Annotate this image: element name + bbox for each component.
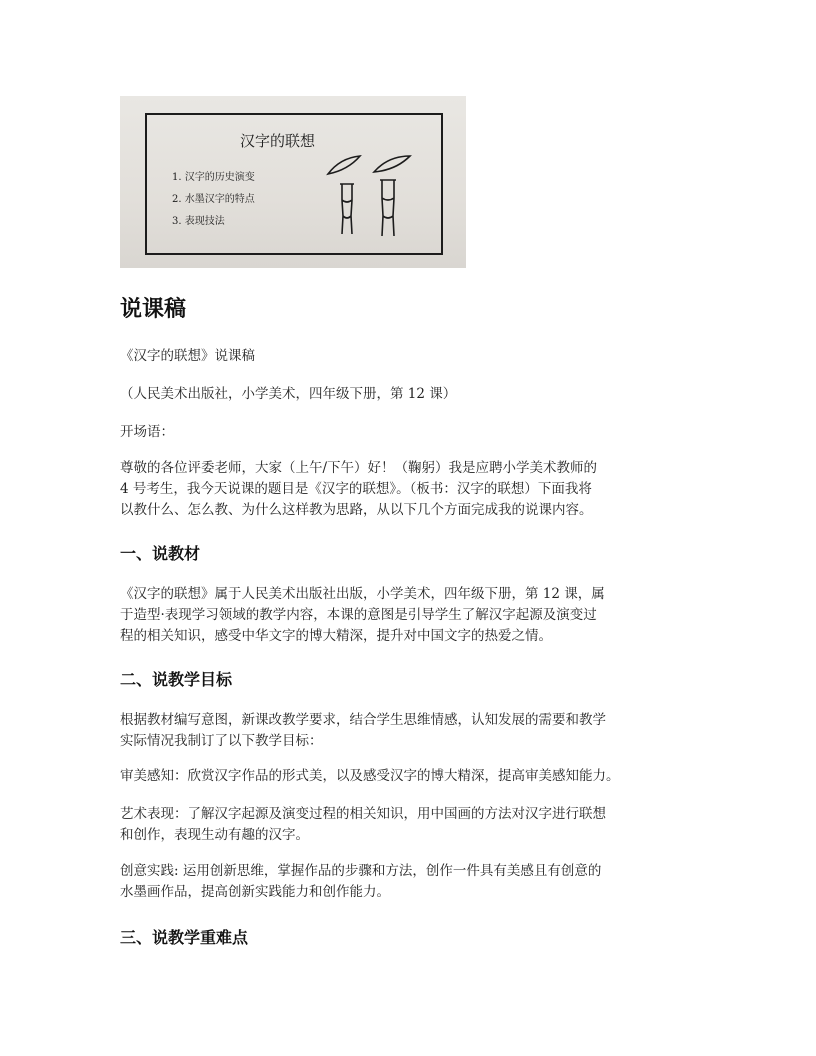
paragraph-line: 尊敬的各位评委老师，大家（上午/下午）好！（鞠躬）我是应聘小学美术教师的 xyxy=(120,460,598,476)
paragraph-line: 创意实践: 运用创新思维，掌握作品的步骤和方法，创作一件具有美感且有创意的 xyxy=(120,863,602,879)
paragraph-line: 于造型·表现学习领域的教学内容，本课的意图是引导学生了解汉字起源及演变过 xyxy=(120,607,597,623)
paragraph-line: 《汉字的联想》属于人民美术出版社出版，小学美术，四年级下册，第 12 课，属 xyxy=(120,586,605,602)
lesson-title xyxy=(120,346,720,367)
board-sketch-photo xyxy=(120,96,466,268)
objective-creative xyxy=(120,861,720,903)
section-heading-key-points: 三、说教学重难点 xyxy=(120,928,249,947)
lesson-title-text: 《汉字的联想》说课稿 xyxy=(120,348,255,364)
paragraph-line: 根据教材编写意图，新课改教学要求，结合学生思维情感，认知发展的需要和教学 xyxy=(120,712,606,728)
paragraph-line: 和创作，表现生动有趣的汉字。 xyxy=(120,827,309,843)
sketch-item-1: 1. 汉字的历史演变 xyxy=(172,172,255,183)
opening-label xyxy=(120,422,720,443)
paragraph-line: 以教什么、怎么教、为什么这样教为思路，从以下几个方面完成我的说课内容。 xyxy=(120,502,593,518)
paragraph-line: 水墨画作品，提高创新实践能力和创作能力。 xyxy=(120,884,390,900)
paragraph-line: 艺术表现：了解汉字起源及演变过程的相关知识，用中国画的方法对汉字进行联想 xyxy=(120,806,606,822)
bamboo-left-icon xyxy=(328,156,360,234)
sketch-item-2: 2. 水墨汉字的特点 xyxy=(172,194,255,205)
sketch-title: 汉字的联想 xyxy=(240,132,316,150)
bamboo-right-icon xyxy=(374,156,410,236)
objective-expression xyxy=(120,804,720,846)
paragraph-line: 4 号考生，我今天说课的题目是《汉字的联想》。（板书：汉字的联想）下面我将 xyxy=(120,481,592,497)
paragraph-line: 程的相关知识，感受中华文字的博大精深，提升对中国文字的热爱之情。 xyxy=(120,628,552,644)
sketch-item-3: 3. 表现技法 xyxy=(172,216,225,227)
board-sketch-drawing xyxy=(120,96,466,268)
section-heading-objectives: 二、说教学目标 xyxy=(120,670,233,689)
opening-paragraph xyxy=(120,458,720,521)
lesson-source xyxy=(120,384,720,405)
lesson-source-text: （人民美术出版社，小学美术，四年级下册，第 12 课） xyxy=(120,386,457,402)
textbook-paragraph xyxy=(120,584,720,647)
opening-label-text: 开场语： xyxy=(120,424,174,440)
objective-aesthetic xyxy=(120,766,720,787)
paragraph-line: 审美感知：欣赏汉字作品的形式美，以及感受汉字的博大精深，提高审美感知能力。 xyxy=(120,768,620,784)
document-title: 说课稿 xyxy=(120,297,187,322)
paragraph-line: 实际情况我制订了以下教学目标： xyxy=(120,733,323,749)
objectives-intro xyxy=(120,710,720,752)
section-heading-textbook: 一、说教材 xyxy=(120,544,201,563)
